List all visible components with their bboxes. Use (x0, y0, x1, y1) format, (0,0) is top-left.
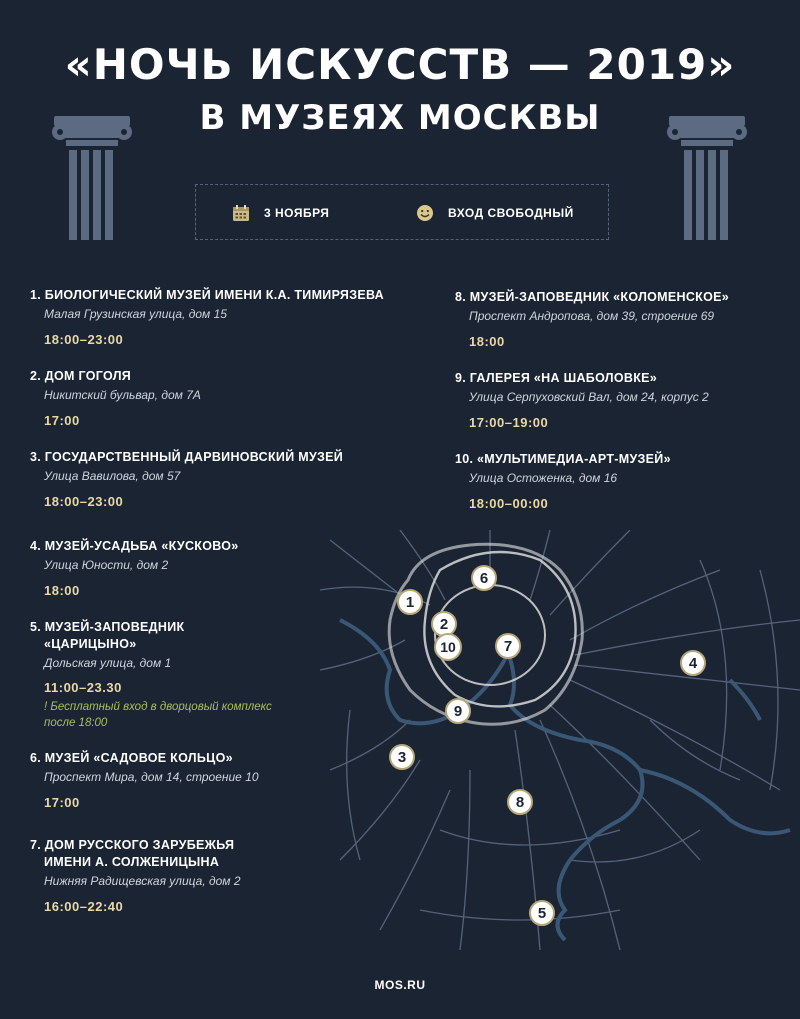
museum-title: 8. МУЗЕЙ-ЗАПОВЕДНИК «КОЛОМЕНСКОЕ» (455, 290, 730, 304)
museum-entry-10 (455, 451, 785, 511)
museum-entry-6 (30, 750, 310, 810)
museum-entry-2 (30, 368, 400, 428)
map-marker-label: 5 (537, 905, 547, 922)
map-marker-1[interactable] (398, 590, 422, 614)
info-entry (416, 185, 574, 241)
museum-time: 17:00 (44, 795, 80, 810)
museum-entry-5 (30, 619, 310, 731)
museum-address: Малая Грузинская улица, дом 15 (44, 307, 227, 321)
page-title: «НОЧЬ ИСКУССТВ — 2019» (64, 40, 736, 89)
museum-address: Никитский бульвар, дом 7А (44, 388, 201, 402)
museum-time: 18:00–23:00 (44, 332, 124, 347)
map-marker-label: 7 (503, 638, 513, 655)
moscow-map (320, 530, 800, 950)
museum-entry-4 (30, 538, 310, 598)
museum-title: 4. МУЗЕЙ-УСАДЬБА «КУСКОВО» (30, 539, 239, 553)
page-subtitle: В МУЗЕЯХ МОСКВЫ (199, 98, 601, 138)
info-date-label: 3 НОЯБРЯ (264, 206, 330, 220)
smiley-icon (416, 204, 434, 222)
museum-title: 9. ГАЛЕРЕЯ «НА ШАБОЛОВКЕ» (455, 371, 658, 385)
museum-title-line1: 7. ДОМ РУССКОГО ЗАРУБЕЖЬЯ (30, 838, 235, 852)
museum-title: 10. «МУЛЬТИМЕДИА-АРТ-МУЗЕЙ» (455, 452, 671, 466)
column-left-icon (50, 112, 134, 244)
museum-address: Улица Остоженка, дом 16 (469, 471, 618, 485)
museum-time: 17:00–19:00 (469, 415, 549, 430)
museum-address: Проспект Андропова, дом 39, строение 69 (469, 309, 715, 323)
museum-time: 17:00 (44, 413, 80, 428)
museum-time: 18:00–23:00 (44, 494, 124, 509)
map-marker-label: 9 (453, 703, 463, 720)
museum-title: 6. МУЗЕЙ «САДОВОЕ КОЛЬЦО» (30, 751, 233, 765)
museum-time: 16:00–22:40 (44, 899, 124, 914)
museum-title-line2: «ЦАРИЦЫНО» (44, 637, 137, 651)
museum-title-line2: ИМЕНИ А. СОЛЖЕНИЦЫНА (44, 855, 220, 869)
museum-address: Улица Вавилова, дом 57 (44, 469, 181, 483)
map-marker-8[interactable] (508, 790, 532, 814)
map-marker-4[interactable] (681, 651, 705, 675)
museum-address: Нижняя Радищевская улица, дом 2 (44, 874, 241, 888)
info-entry-label: ВХОД СВОБОДНЫЙ (448, 206, 574, 220)
museum-title: 3. ГОСУДАРСТВЕННЫЙ ДАРВИНОВСКИЙ МУЗЕЙ (30, 450, 344, 464)
museum-entry-7 (30, 837, 310, 914)
museum-time: 11:00–23.30 (44, 680, 122, 695)
museum-address: Улица Юности, дом 2 (44, 558, 169, 572)
map-marker-label: 8 (515, 794, 525, 811)
museum-entry-8 (455, 289, 785, 349)
museum-address: Дольская улица, дом 1 (44, 656, 172, 670)
museum-title: 1. БИОЛОГИЧЕСКИЙ МУЗЕЙ ИМЕНИ К.А. ТИМИРЯЗЕВА (30, 288, 384, 302)
museum-note: ! Бесплатный вход в дворцовый комплекс после 18:00 (44, 701, 272, 729)
info-box (195, 184, 609, 240)
info-date (232, 185, 329, 241)
museum-time: 18:00 (469, 334, 505, 349)
museum-address: Улица Серпуховский Вал, дом 24, корпус 2 (469, 390, 709, 404)
map-marker-label: 10 (440, 639, 456, 655)
map-marker-6[interactable] (472, 566, 496, 590)
map-marker-2[interactable] (432, 612, 456, 636)
museum-time: 18:00 (44, 583, 80, 598)
museum-time: 18:00–00:00 (469, 496, 549, 511)
map-marker-label: 2 (439, 616, 449, 633)
map-marker-7[interactable] (496, 634, 520, 658)
map-marker-label: 1 (405, 594, 415, 611)
museum-title-line1: 5. МУЗЕЙ-ЗАПОВЕДНИК (30, 620, 185, 634)
calendar-icon (232, 204, 250, 222)
map-marker-label: 3 (397, 749, 407, 766)
footer-source: MOS.RU (374, 978, 426, 992)
museum-entry-1 (30, 287, 400, 347)
map-marker-9[interactable] (446, 699, 470, 723)
map-marker-label: 4 (688, 655, 698, 672)
museum-title: 2. ДОМ ГОГОЛЯ (30, 369, 132, 383)
map-marker-label: 6 (479, 570, 489, 587)
column-right-icon (665, 112, 749, 244)
museum-entry-3 (30, 449, 400, 509)
museum-entry-9 (455, 370, 785, 430)
map-marker-5[interactable] (530, 901, 554, 925)
map-marker-3[interactable] (390, 745, 414, 769)
museum-address: Проспект Мира, дом 14, строение 10 (44, 770, 259, 784)
map-marker-10[interactable] (435, 634, 461, 660)
